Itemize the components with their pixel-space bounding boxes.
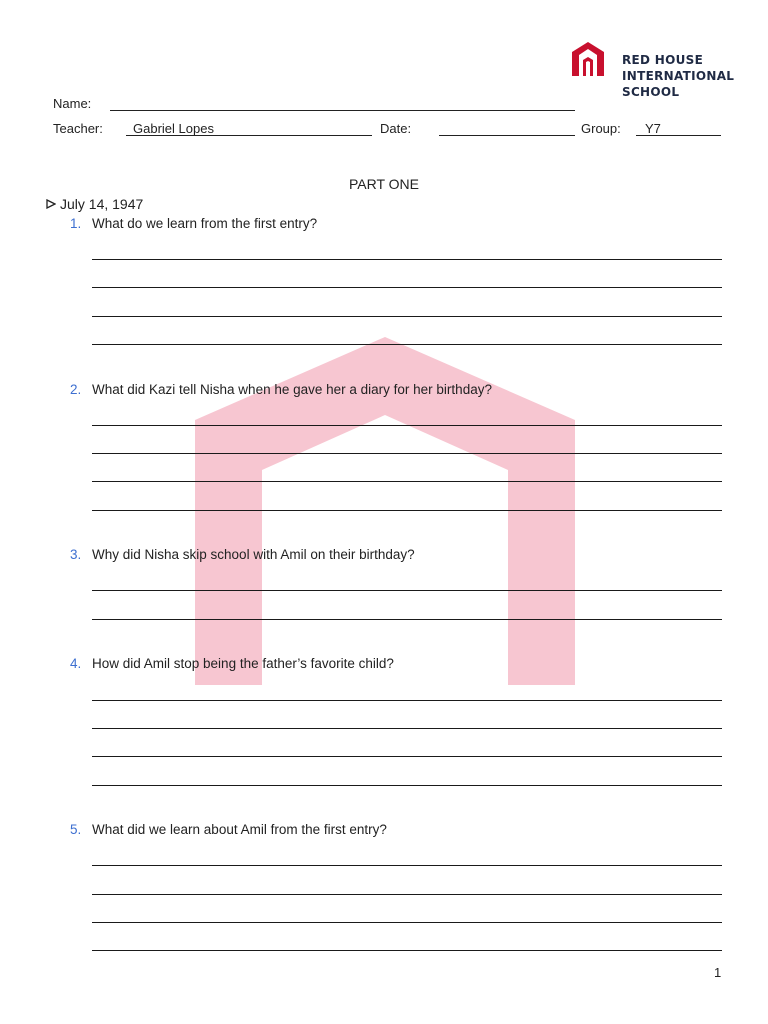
entry-heading [46, 196, 143, 212]
house-arch-icon [570, 40, 606, 78]
teacher-value: Gabriel Lopes [133, 121, 214, 136]
question [70, 822, 387, 837]
teacher-label: Teacher: [53, 121, 103, 136]
answer-line[interactable] [92, 425, 722, 426]
answer-line[interactable] [92, 700, 722, 701]
answer-line[interactable] [92, 453, 722, 454]
question-number: 1. [70, 216, 82, 231]
question-number: 2. [70, 382, 82, 397]
part-title: PART ONE [348, 176, 420, 192]
question-text: Why did Nisha skip school with Amil on their birthday? [92, 547, 415, 562]
answer-line[interactable] [92, 287, 722, 288]
question-text: What did Kazi tell Nisha when he gave her a diary for her birthday? [92, 382, 492, 397]
answer-line[interactable] [92, 785, 722, 786]
answer-line[interactable] [92, 922, 722, 923]
question-text: How did Amil stop being the father’s favorite child? [92, 656, 394, 671]
date-field[interactable] [439, 135, 575, 136]
question-text: What did we learn about Amil from the first entry? [92, 822, 387, 837]
answer-line[interactable] [92, 894, 722, 895]
date-label: Date: [380, 121, 412, 136]
school-name-line: INTERNATIONAL [622, 69, 735, 83]
group-value: Y7 [645, 121, 661, 136]
answer-line[interactable] [92, 728, 722, 729]
school-name [622, 52, 734, 100]
question [70, 656, 394, 671]
answer-line[interactable] [92, 316, 722, 317]
answer-line[interactable] [92, 344, 722, 345]
answer-line[interactable] [92, 619, 722, 620]
answer-line[interactable] [92, 590, 722, 591]
question [70, 547, 415, 562]
answer-line[interactable] [92, 756, 722, 757]
page-number: 1 [714, 965, 722, 980]
question [70, 382, 492, 397]
name-field[interactable] [110, 110, 575, 111]
school-name-line: RED HOUSE [622, 53, 704, 67]
entry-date: July 14, 1947 [60, 196, 144, 212]
answer-line[interactable] [92, 950, 722, 951]
name-label: Name: [53, 96, 92, 111]
question-text: What do we learn from the first entry? [92, 216, 318, 231]
answer-line[interactable] [92, 481, 722, 482]
question-number: 3. [70, 547, 82, 562]
question-number: 4. [70, 656, 82, 671]
question-number: 5. [70, 822, 82, 837]
answer-line[interactable] [92, 865, 722, 866]
group-label: Group: [581, 121, 621, 136]
question [70, 216, 317, 231]
answer-line[interactable] [92, 510, 722, 511]
triangle-bullet-icon [46, 199, 56, 209]
school-name-line: SCHOOL [622, 85, 680, 99]
answer-line[interactable] [92, 259, 722, 260]
